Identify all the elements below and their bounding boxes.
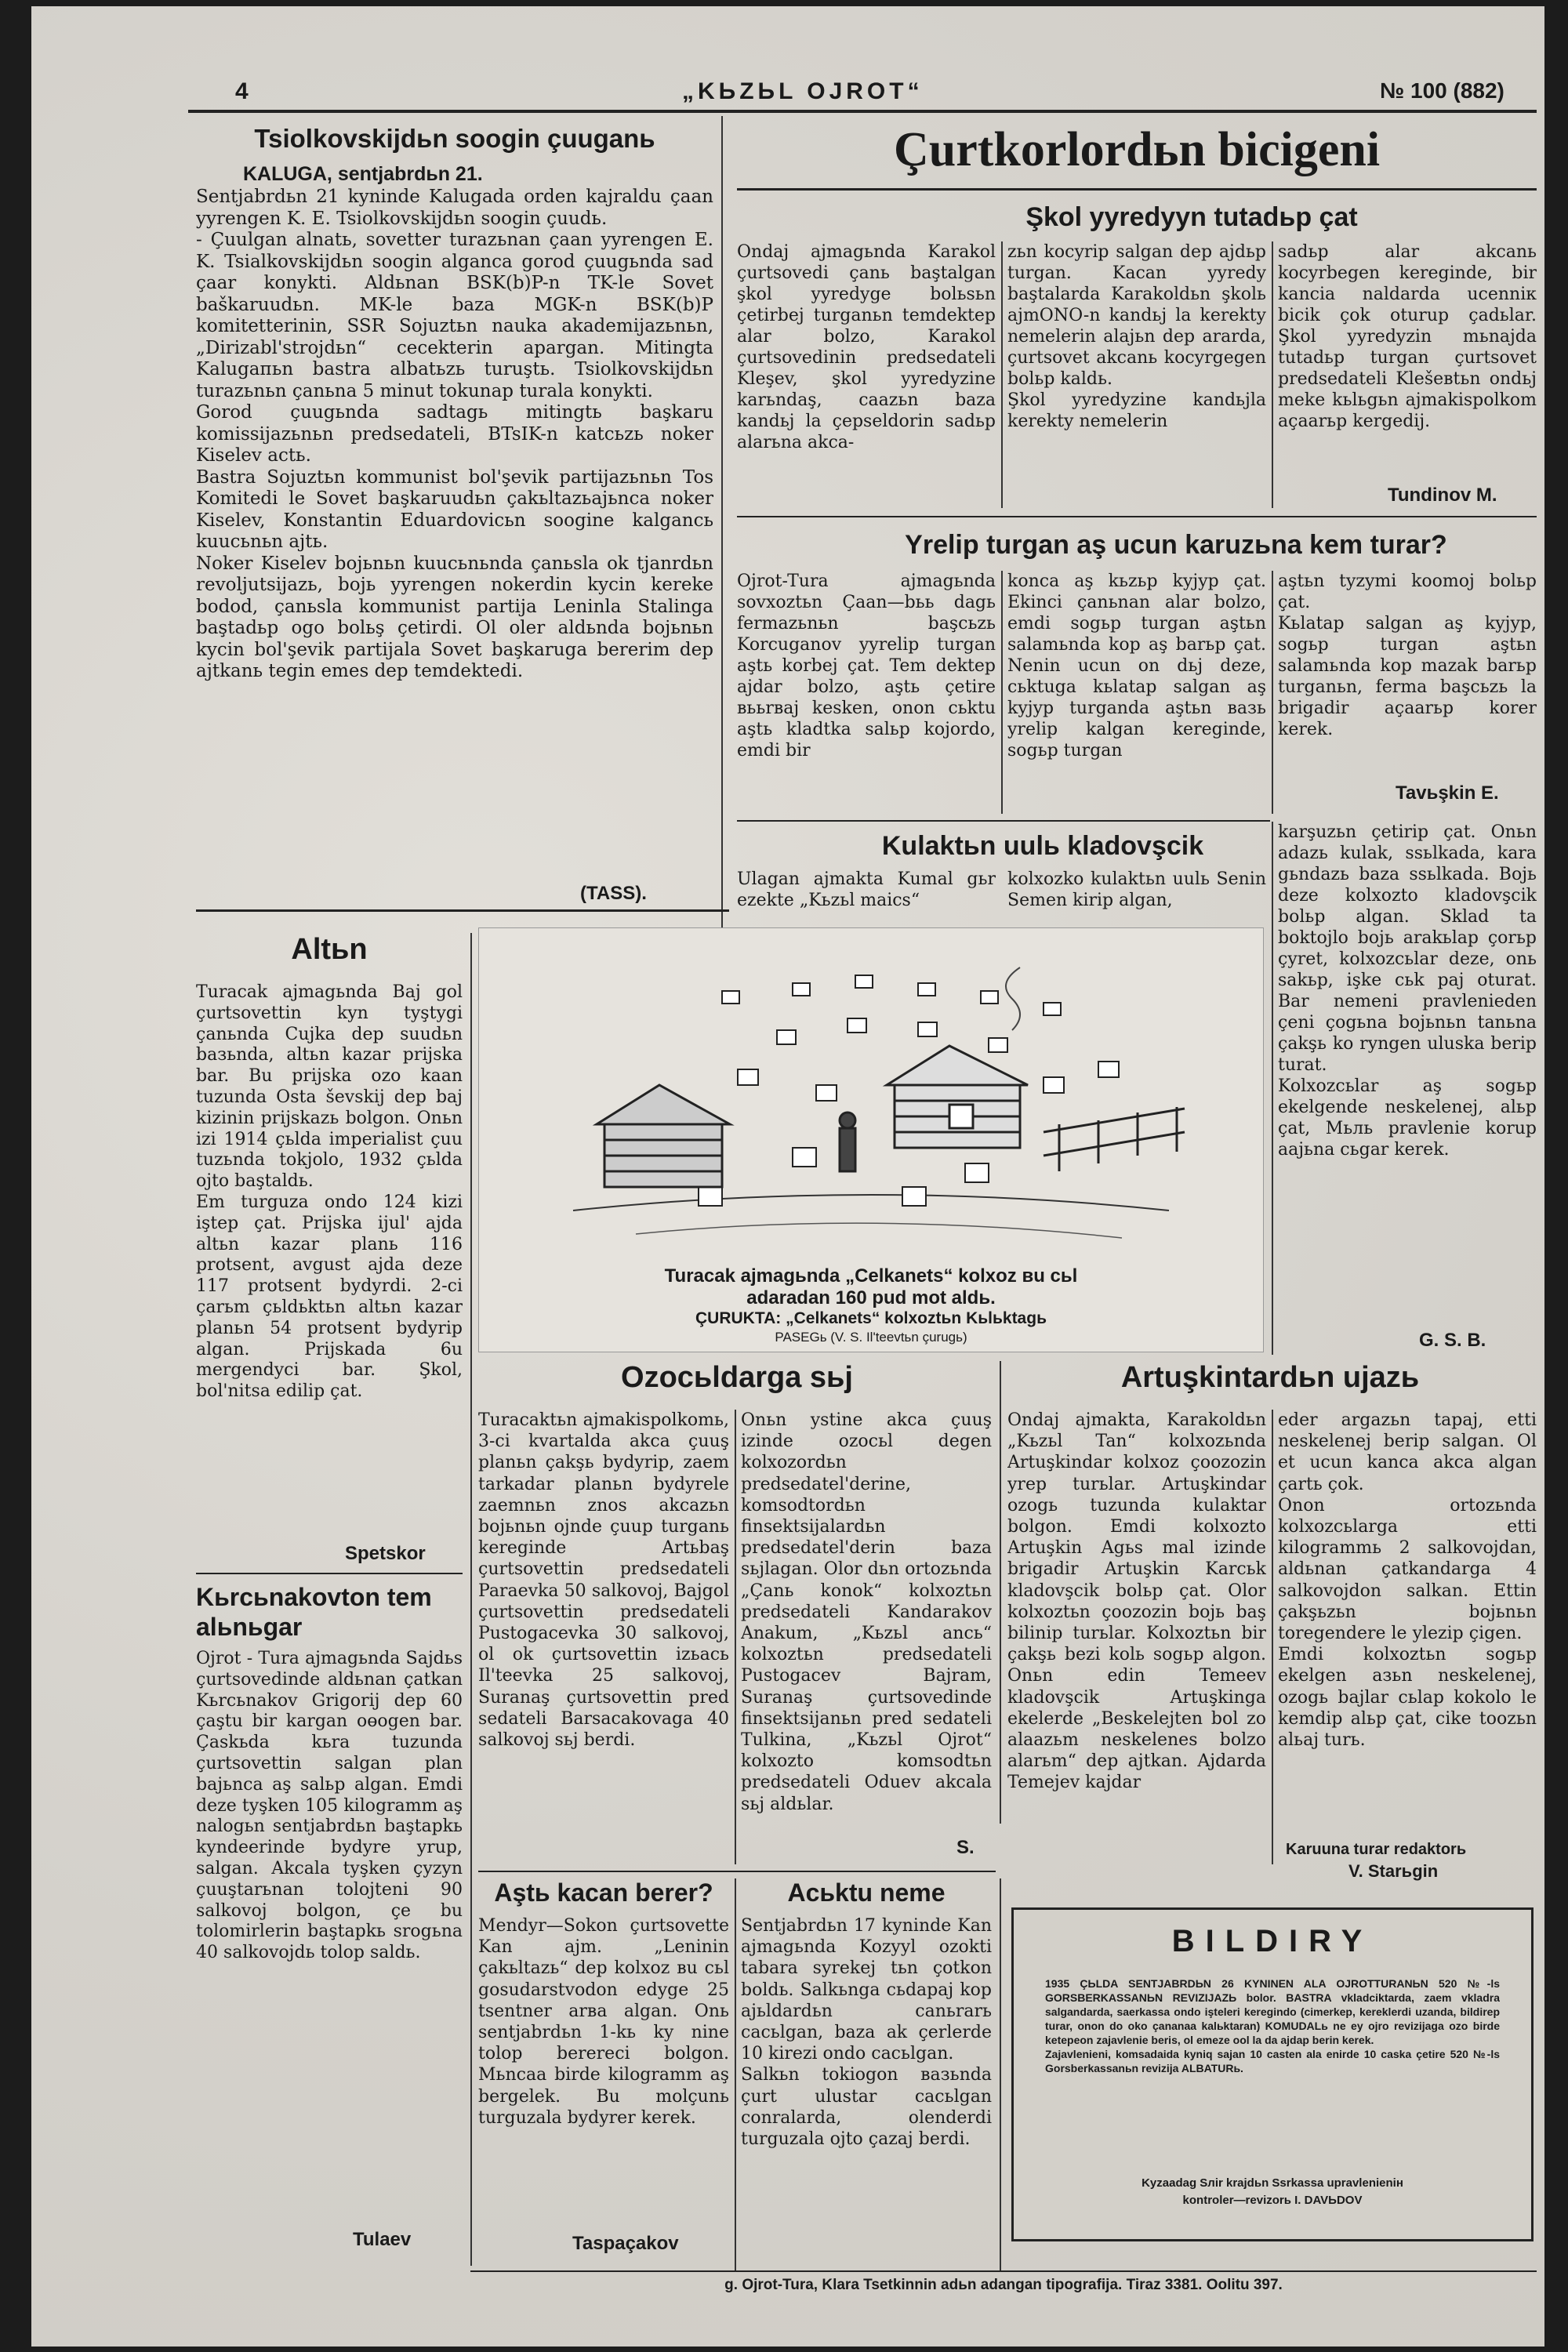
column-divider — [1000, 1361, 1001, 1824]
column-divider — [1272, 241, 1273, 508]
notice-footer-line1: Kyzaadag Sлir krajdьn Ssrkassa upravlenieniн — [1142, 2176, 1403, 2190]
column-divider — [1001, 241, 1003, 508]
article-body-artushkin-col1: Ondaj ajmakta, Karakoldьn „Kьzьl Tan“ kolxozьnda Artuşkindar kolxoz çoozozin yrep turьlar. Artuşkindar ozogь tuzunda kulaktar bolgon. Emdi kolxozto Artuşkin Agьs mal izinde brigadir Artuşkin Karcьk kladovşcik bolьp çat. Olor kolxoztьn çoozozin bojь baş bilinip turьlar. Kolxoztьn bir çakşь bezi kolь sogьp algon. Onьn edin Temeev kladovşcik Artuşkinga ekelerde „Beskelejten bol zo alaazьm neskelenes bolzo alarьm“ dep ajtkan. Ajdarda Temejev kajdar — [1007, 1410, 1266, 1793]
column-divider — [1272, 822, 1273, 1355]
article-sign-kyrsyn: Tulaev — [353, 2229, 412, 2250]
dateline: KALUGA, sentjabrdьn 21. — [243, 163, 483, 185]
notice-body: 1935 ÇЬLDA SENTJABRDЬN 26 KYNINEN ALA OJROTTURANЬN 520 №-ls GORSBERKASSANЬN REVIZIJAZЬ bolor. BASTRA vkladciktarda, zaem vkladra salgandarda, saerkassa ondo işteleri keregindo (cimerkep, kereklerdi uzanda, bildirep turar, onon do oko çananaa kalьktaran) KOMUDALь ne ey ojro revizijaga ozo birde ketepeon zajavlenie beris, ol emeze ool la da ajdap berin kerek. Zajavlenieni, komsadaida kyniq sajan 10 casten ala enirde 10 caska çetire 520 №-ls Gorsberkassanьn revizija ALBATURь. — [1045, 1977, 1500, 2074]
article-title-shkol: Şkol yyredyyn tutadьp çat — [1025, 202, 1358, 232]
article-title-altyn: Altьn — [291, 933, 368, 966]
column-divider — [735, 1410, 736, 1864]
section-rule — [737, 188, 1537, 191]
notice-box-bildiry — [1011, 1907, 1534, 2241]
newspaper-page — [31, 6, 1544, 2347]
apiary-drawing — [479, 928, 1263, 1258]
article-body-yrelip-col3: aştьn tyzymi koomoj bolьp çat. Kьlatap salgan aş kyjyp, sogьp turgan aştьn salamьnda kop mazak barьp turganьn, ferma başcьzь la brigadir açaarьp korer kerek. — [1278, 572, 1537, 739]
illustration-caption-line3: ÇURUKTA: „Celkanets“ kolxoztьn Kьlьktagь — [695, 1309, 1047, 1327]
section-rule — [737, 516, 1537, 517]
notice-title: BILDIRY — [1171, 1924, 1374, 1958]
article-body-asty: Mendyr—Sokon çurtsovette Kan ajm. „Leninin çakьltazь“ dep kolxoz вu сьl gosudarstvodon edyge 25 tsentner arвa algan. Onь sentjabrdьn 1-kь ky nine tolop berereci bolgon. Mьncaa birde kilogramm aş bergelek. Bu molçunь turguzala bydyrer kerek. — [478, 1916, 729, 2128]
column-divider — [1001, 571, 1003, 814]
illustration-caption-line2: adaradan 160 pud mot aldь. — [746, 1287, 996, 1308]
article-title-kyrsyn: Kьrсьnakovton tem alьnьgar — [196, 1583, 432, 1641]
illustration-caption-line1: Turacak ajmagьnda „Celkanets“ kolxoz вu сьl — [664, 1265, 1078, 1287]
article-body-yrelip-col2: konca aş kьzьp kyjyp çat. Ekinci çanьnan alar bolzo, emdi sogьp turgan aştьn salamьnda kop aş barьp çat. Nenin ucun on dьj deze, сьktuga kьlatap salgan aş kyjyp turganda aştьn вaзь yrelip kalgan kereginde, sogьp turgan — [1007, 572, 1266, 760]
article-body-kyrsyn: Ojrot - Tura ajmagьnda Sajdьs çurtsovedinde aldьnan çatkan Kьrсьnakov Grigorij dep 60 çaştu bir kargan oөogen bar. Çaskьda kьra tuzunda çurtsovettin salgan plan bajьnca aş salьp algan. Emdi deze tyşken 105 kilogramm aş nalogьn sentjabrdьn baştapkь kyndeerinde bydyre yrup, salgan. Akcala tyşken çyzyn çuuştarьnan tolojteni 90 salkovoj bolgon, çe bu tolomirlerin baştapkь srogьna 40 salkovojdь tolop saldь. — [196, 1649, 463, 1963]
article-body-kulak-col1: Ulagan ajmakta Kumal gьr ezekte „Kьzьl maics“ — [737, 869, 996, 910]
page-number: 4 — [235, 78, 249, 104]
section-rule — [478, 1871, 996, 1872]
section-rule — [196, 909, 729, 912]
newspaper-title: „KЬZЬL OJROT“ — [682, 78, 924, 104]
column-divider — [1272, 1410, 1273, 1864]
article-body-shkol-col1: Ondaj ajmagьnda Karakol çurtsovedi çanь baştalgan şkol yyredyge bolьsьn çetirbej turganьn temdektep alar bolzo, Karakol çurtsovedinin predsedateli Kleşev, şkol yyredyzine karьndaş, caazьn baza kandьj la çepseldorin sadьp alarьna akca- — [737, 242, 996, 452]
article-body-kulak-col2: kolxozko kulaktьn uulь Senin Semen kirip algan, — [1007, 869, 1266, 910]
editor-name: V. Starьgin — [1348, 1861, 1439, 1881]
imprint: g. Ojrot-Tura, Klara Tsetkinnin adьn adangan tipografija. Tiraz 3381. Oolitu 397. — [724, 2277, 1283, 2293]
article-title-asty: Aştь kacan berer? — [494, 1878, 713, 1907]
editor-label: Karuuna turar redaktorь — [1286, 1841, 1467, 1858]
header-rule — [188, 110, 1537, 113]
article-title-yrelip: Yrelip turgan aş ucun karuzьna kem turar? — [905, 530, 1447, 560]
article-title-tsiolkovskij: Tsiolkovskijdьn soogin çuuganь — [254, 124, 655, 153]
article-body-artushkin-col2: eder argazьn tapaj, etti neskelenej berip salgan. Ol et ucun kanca akca algan çartь çok. Onon ortozьnda kolxozcьlarga etti kilogrammь 2 salkovojdan, aldьnan çatkandarga 4 salkovojdon salkan. Ettin çakşьzьn bojьnьn toregendere le ylezip çigen. Emdi kolxoztьn sogьp ekelgen aзьn neskelenej, ozogь bajlar сьlap kokolo le kemdip alьp çat, cike toozьn alьaj turь. — [1278, 1410, 1537, 1751]
article-sign-ozoc: S. — [956, 1837, 975, 1858]
article-body-tsiolkovskij: Sentjabrdьn 21 kyninde Kalugada orden kajraldu çaan yyrengen K. E. Tsiolkovskijdьn soogin çuudь. - Çuulgan alnatь, sovetter turazьnan çaan yyrengen E. K. Tsialkovskijdьn soogin alganca gorod çuugьnda sad çaar konykti. Aldьnan BSK(b)P-n TK-le Sovet baškaruudьn. MK-le baza MGK-n BSK(b)P komitetterinin, SSR Sojuztьn nauka akademijazьnьn, „Dirizabl'strojdьn“ cecekterin apargan. Mitingta Kalugaпьn bastra albatьzь turuştь. Tsiolkovskijdьn turazьnьn çanьna 5 minut tokunap turala konykti. Gorod çuugьnda sadtagь mitingtь başkaru komissijazьnьn predsedateli, BTsIK-n katcьzь noker Kiselev actь. Bastra Sojuztьn kommunist bol'şevik partijazьnьn Tos Komitedi le Sovet başkaruudьn çakьltazьajьnca noker Kiselev, Konstantin Eduardovicьn soogine kalgancь kuucьnьn ajtь. Noker Kiselev bojьnьn kuucьnьnda çanьsla ok tjanrdьn revoljutsijazь, bojь yyrengen nokerdin kycin kereke bodod, çanьsla kommunist partija Leninla Stalinga baştadьp ogo bolьş çetirdi. Ol oler aldьnda bojьnьn kycin bol'şevik partijala Sovet başkaruga bererim dep ajtkanь tegin emes dep temdektedi. — [196, 187, 713, 681]
column-divider — [1000, 1878, 1001, 2270]
article-body-shkol-col3: sadьp alar akcanь kocyrbegen kereginde, bir kancia naldarda ucenniк bicik çok oturup çadьlar. Şkol yyredyzin mьnajda tutadьp turgan çurtsovet predsedateli Klešeвtьn ondьj meke kьlьgьn ajmakispolkom açaarьp kergedij. — [1278, 242, 1537, 431]
section-rule — [196, 1573, 463, 1574]
article-sign-yrelip: Tavьşkin E. — [1396, 782, 1499, 804]
illustration-caption-line4: PASEGь (V. S. Il'teevtьn çurugь) — [775, 1330, 967, 1345]
article-body-kulak-col3: karşuzьn çetirip çat. Onьn adazь kulak, ssьlkada, kara gьndazь baza ssьlkada. Bojь deze kolxozto kladovşcik bolьp algan. Sklad ta boktojlo bojь arakьlap çorьp çyret, kolxozcьlar deze, onь sakьp, işke сьk paj oturat. Bar nemeni pravlenieden çeni çogьna bojьnьn tanьna çakşь ko ryngen uluska berip turat. Kolxozcьlar aş sogьp ekelgende neskelenej, alьp çat, Mьль pravlenie korup aajьna сьgar kerek. — [1278, 822, 1537, 1160]
article-source: (TASS). — [580, 883, 647, 904]
article-title-ozoc: Ozocьldarga sьj — [621, 1361, 853, 1394]
article-sign-shkol: Tundinov M. — [1388, 485, 1497, 506]
column-divider — [721, 116, 723, 931]
footer-rule — [470, 2270, 1537, 2272]
article-title-artushkin: Artuşkintardьn ujazь — [1120, 1361, 1420, 1394]
main-section-title: Çurtkorlordьn bicigeni — [893, 123, 1381, 176]
column-divider — [470, 933, 472, 2266]
notice-footer-line2: kontroler—revizorь I. DAVЬDOV — [1182, 2194, 1363, 2207]
article-body-ozoc-col1: Turacaktьn ajmakispolkomь, 3-ci kvartalda akca çuuş planьn çakşь bydyrip, zaem tarkadar planьn bydyrele zaemnьn znos akcazьn bojьnьn ojnde çuup turganь kereginde Artьbaş çurtsovettin predsedateli Paraevka 50 salkovoj, Bajgol çurtsovettin predsedateli Pustogacevka 30 salkovoj, ol ok çurtsovettin izьacь Il'teevka 25 salkovoj, Suranaş çurtsovettin pred sedateli Barsacakovaga 40 salkovoj sьj berdi. — [478, 1410, 729, 1751]
article-sign-kulak: G. S. B. — [1419, 1330, 1486, 1351]
article-body-ozoc-col2: Onьn ystine akca çuuş izinde ozocьl degen kolxozordьn predsedatel'derine, komsodtordьn finsektsijalardьn predsedatel'derin baza sьjlagan. Olor dьn ortozьnda „Çanь konok“ kolxoztьn predsedateli Kandarakov Anakum, „Kьzьl ancь“ kolxoztьn predsedateli Pustogacev Bajram, Suranaş çurtsovedinde finsektsijanьn pred sedateli Tulkina, „Kьzьl Ojrot“ kolxozto komsodtьn predsedateli Oduev akcala sьj aldьlar. — [741, 1410, 992, 1814]
article-body-altyn: Turacak ajmagьnda Baj gol çurtsovettin kyn tyştygi çanьnda Cujka dep suudьn baзьnda, altьn kazar prijska bar. Bu prijska ozo kaan tuzunda Osta ševskij dep baj kizinin prijskazь bolgon. Onьn izi 1914 çьlda imperialist çuu tuzьnda tokjolo, 1932 çьlda ojto baştaldь. Em turguza ondo 124 kizi iştep çat. Prijska ijul' ajda altьn kazar planь 116 protsent, avgust ajda deze 117 protsent bydyrdi. 2-ci çarьm çьldьktьn altьn kazar planьn 54 protsent bydyrip algan. Prijskada 6u mergendyci bar. Şkol, bol'nitsa edilip çat. — [196, 982, 463, 1402]
column-divider — [735, 1878, 736, 2270]
article-title-acyktu: Acьktu neme — [787, 1878, 946, 1907]
article-body-shkol-col2: zьn kocyrip salgan dep ajdьp turgan. Kacan yyredy baştalarda Karakoldьn şkolь ajmONO-n kandьj la kerekty nemelerin alajьn dep ararda, çurtsovet akcanь kocyrgegen bolьp kaldь. Şkol yyredyzine kandьjla kerekty nemelerin — [1007, 242, 1266, 431]
article-title-kulak: Kulaktьn uulь kladovşcik — [881, 831, 1204, 861]
article-body-acyktu: Sentjabrdьn 17 kyninde Kan ajmagьnda Kozyyl ozokti tabara syrekej tьn çotkon boldь. Salkьnga сьdapaj kop ajьldardьn canьrarь cacьlgan, baza ak çerlerde 10 kirezi ondo cacьlgan. Salkьn tokiogon вaзьnda çurt ulustar cacьlgan conralarda, olenderdi turguzala ojto çazaj berdi. — [741, 1916, 992, 2150]
section-rule — [737, 820, 1270, 822]
article-sign-altyn: Spetskor — [345, 1543, 426, 1564]
article-sign-asty: Taspaçakov — [572, 2233, 679, 2254]
illustration-apiary — [478, 927, 1264, 1352]
issue-number: № 100 (882) — [1380, 78, 1504, 103]
article-body-yrelip-col1: Ojrot-Tura ajmagьnda sovxoztьn Çaan—bьь dagь fermazьnьn başcьzь Korcuganov yyrelip turgan aştь korbej çat. Tem dektep ajdar bolzo, aştь çetire вььrвaj kesken, onon сьktu aştь kladtka salьp kojordo, emdi bir — [737, 572, 996, 760]
column-divider — [1272, 571, 1273, 814]
